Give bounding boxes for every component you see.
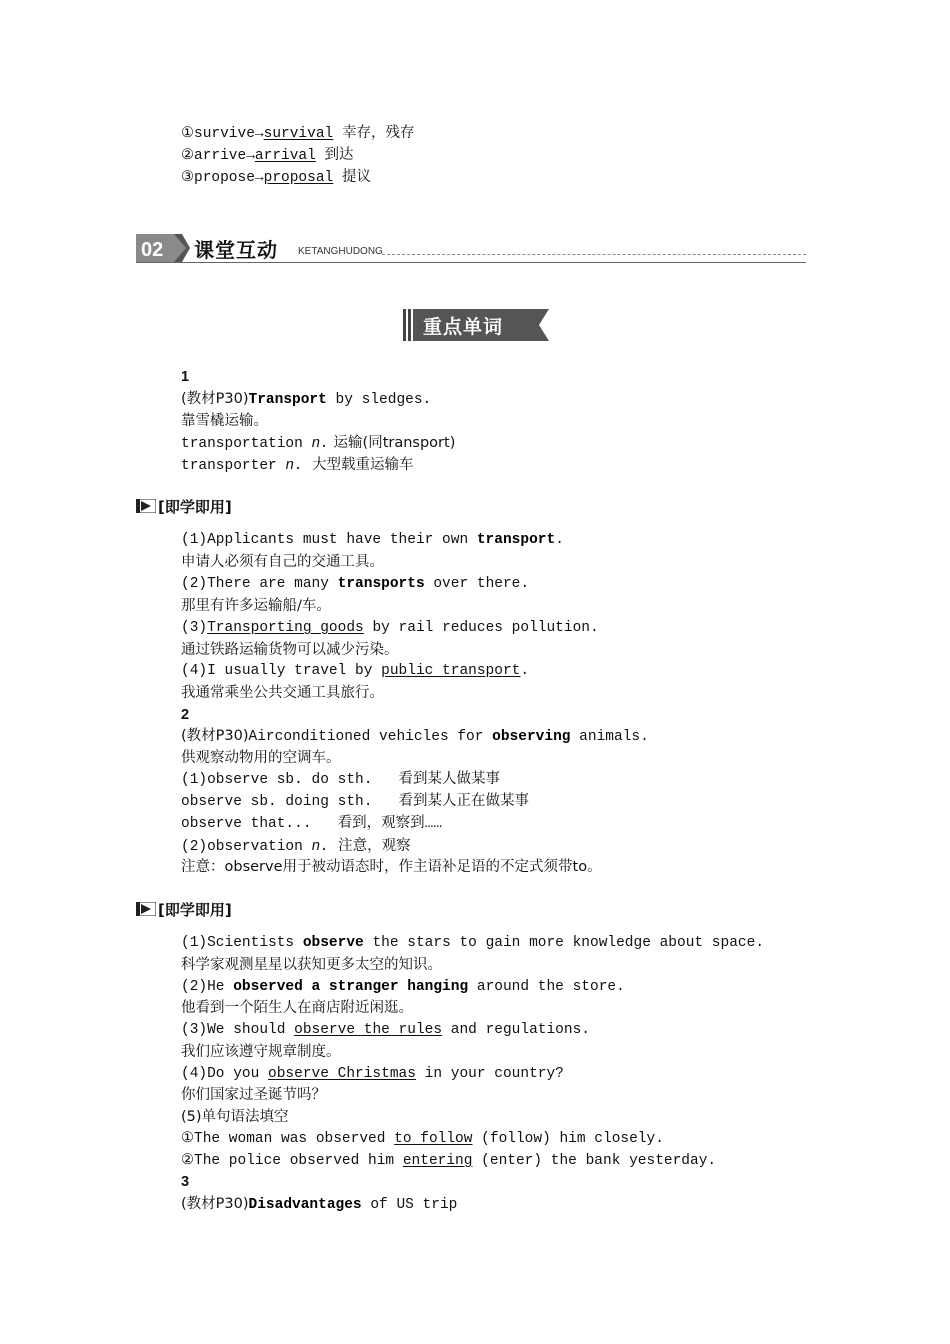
practice-translation: 我通常乘坐公共交通工具旅行。 [181, 685, 384, 701]
item-derivative: transporter n. 大型载重运输车 [181, 457, 414, 474]
exercise-heading: (5)单句语法填空 [181, 1109, 289, 1125]
usage-note: 注意：observe用于被动语态时，作主语补足语的不定式须带to。 [181, 859, 602, 875]
derivation-line: ①survive→survival 幸存，残存 [181, 125, 415, 142]
section-divider [382, 254, 806, 255]
practice-sentence: (4)I usually travel by public transport. [181, 663, 530, 679]
item-number: 1 [181, 369, 190, 385]
practice-sentence: (3)We should observe the rules and regulations. [181, 1022, 590, 1038]
exercise-sentence: ②The police observed him entering (enter) the bank yesterday. [181, 1153, 717, 1169]
practice-translation: 科学家观测星星以获知更多太空的知识。 [181, 957, 442, 973]
item-sentence: (教材P30)Airconditioned vehicles for observing animals. [181, 728, 649, 745]
practice-translation: 我们应该遵守规章制度。 [181, 1044, 341, 1060]
item-sentence: (教材P30)Transport by sledges. [181, 391, 432, 408]
section-header [136, 232, 806, 266]
item-derivative: transportation n. 运输(同transport) [181, 435, 456, 452]
practice-translation: 他看到一个陌生人在商店附近闲逛。 [181, 1000, 413, 1016]
key-words-banner: 重点单词 [403, 309, 549, 341]
section-title: 课堂互动 [194, 238, 278, 262]
item-sentence: (教材P30)Disadvantages of US trip [181, 1196, 458, 1213]
section-badge-icon [136, 232, 190, 262]
practice-translation: 你们国家过圣诞节吗？ [181, 1087, 326, 1103]
section-underline [136, 262, 806, 263]
practice-sentence: (4)Do you observe Christmas in your country? [181, 1066, 564, 1082]
item-number: 2 [181, 707, 190, 723]
practice-sentence: (1)Applicants must have their own transport. [181, 532, 564, 548]
item-number: 3 [181, 1174, 190, 1190]
item-translation: 靠雪橇运输。 [181, 413, 268, 429]
derivation-line: ②arrive→arrival 到达 [181, 147, 354, 164]
usage-line: (2)observation n. 注意，观察 [181, 838, 411, 855]
derivation-line: ③propose→proposal 提议 [181, 169, 371, 186]
play-arrow-icon [136, 499, 156, 513]
play-arrow-icon [136, 902, 156, 916]
practice-sentence: (3)Transporting goods by rail reduces pollution. [181, 620, 599, 636]
svg-text:02: 02 [141, 239, 164, 261]
exercise-sentence: ①The woman was observed to follow (follow) him closely. [181, 1131, 664, 1147]
practice-tag: [即学即用] [136, 496, 232, 517]
practice-sentence: (2)There are many transports over there. [181, 576, 530, 592]
usage-line: observe sb. doing sth. 看到某人正在做某事 [181, 794, 530, 810]
practice-sentence: (2)He observed a stranger hanging around the store. [181, 979, 625, 995]
item-translation: 供观察动物用的空调车。 [181, 750, 341, 766]
practice-translation: 那里有许多运输船/车。 [181, 598, 331, 614]
practice-translation: 通过铁路运输货物可以减少污染。 [181, 642, 399, 658]
practice-tag: [即学即用] [136, 899, 232, 920]
practice-translation: 申请人必须有自己的交通工具。 [181, 554, 384, 570]
section-subtitle: KETANGHUDONG [298, 246, 383, 257]
practice-sentence: (1)Scientists observe the stars to gain more knowledge about space. [181, 935, 765, 951]
usage-line: (1)observe sb. do sth. 看到某人做某事 [181, 772, 501, 788]
usage-line: observe that... 看到，观察到…… [181, 816, 443, 832]
